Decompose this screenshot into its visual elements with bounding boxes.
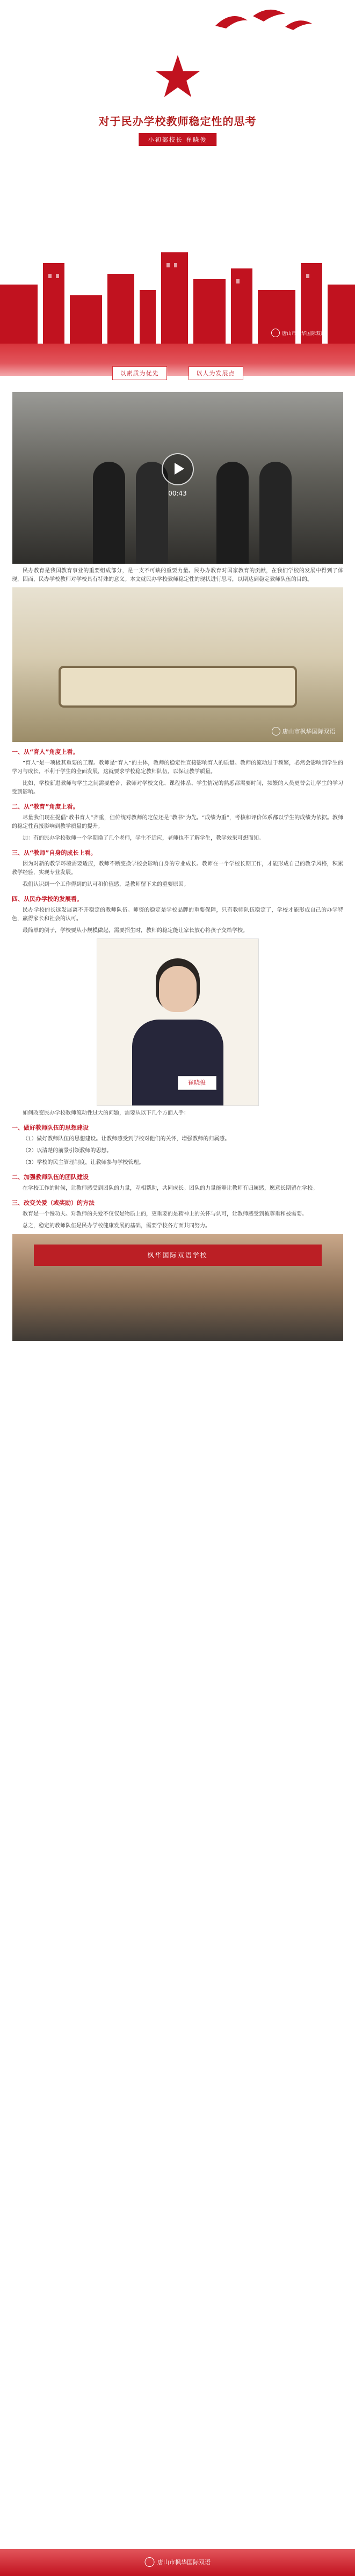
paragraph: （2）以清楚的前景引领教师的思想。 <box>23 1148 112 1154</box>
section-title: 二、从“教育”角度上看。 <box>12 803 79 810</box>
speaker-portrait <box>97 938 259 1106</box>
section-title: 四、从民办学校的发展看。 <box>12 896 83 903</box>
paragraph: 加：有的民办学校教师一个学期换了几个老师，学生不适应，老师也不了解学生，教学效果可想而知。 <box>23 835 264 841</box>
section-title: 二、加强教师队伍的团队建设 <box>12 1174 89 1181</box>
footer <box>0 2549 355 2576</box>
section-title: 三、改变关爱（或奖励）的方法 <box>12 1199 95 1206</box>
paragraph: 民办教育是我国教育事业的重要组成部分，是一支不可缺的重要力量。民办办教育对国家教育的贡献，在我们学校的发展中得到了体现，因而，民办学校教师对学校具有特殊的意义。本文就民办学校教师稳定性的现状进行思考，以期达到稳定教师队伍的目的。 <box>12 568 343 583</box>
article-body <box>0 747 355 935</box>
video-player[interactable] <box>12 392 343 564</box>
person-figure <box>216 462 249 564</box>
article-body <box>0 567 355 584</box>
article-body <box>0 1109 355 1231</box>
paragraph: 民办学校的长远发展离不开稳定的教师队伍。师资的稳定是学校品牌的重要保障，只有教师队伍稳定了，学校才能形成自己的办学特色，赢得家长和社会的认可。 <box>12 907 343 922</box>
person-figure <box>259 462 292 564</box>
page-title: 对于民办学校教师稳定性的思考 <box>98 115 257 128</box>
paragraph: 尽量我们现在提倡“教书育人”齐重，但传统对教师的定位还是“教书”为先。“成绩为重”，考核和评价体系都以学生的成绩为依据。教师的稳定性直接影响到教学质量的提升。 <box>12 815 343 829</box>
paragraph: 总之，稳定的教师队伍是民办学校健康发展的基础，需要学校各方面共同努力。 <box>23 1223 211 1229</box>
paragraph: 如何改变民办学校教师流动性过大的问题，需要从以下几个方面入手： <box>23 1110 189 1116</box>
school-seal-icon <box>272 727 280 736</box>
section-title: 一、做好教师队伍的思想建设 <box>12 1124 89 1131</box>
school-seal-icon <box>271 329 280 337</box>
paragraph: 最简单的例子，学校要从小规模做起，需要招生时，教师的稳定能让家长放心将孩子交给学校。 <box>23 928 248 934</box>
photo-watermark: 唐山市枫华国际双语 <box>272 727 336 736</box>
nameplate: 崔晓俊 <box>178 1076 216 1090</box>
slogan-2: 以人为发展点 <box>189 366 243 380</box>
skyline-illustration <box>0 231 355 344</box>
school-signage: 枫华国际双语学校 <box>34 1245 322 1266</box>
paragraph: （3）学校的民主管理制度，让教师参与学校管理。 <box>23 1160 144 1166</box>
paragraph: “育人”是一项极其重要的工程。教师是“育人”的主体，教师的稳定性直接影响育人的质量。教师的流动过于频繁，必然会影响到学生的学习与成长，不利于学生的全面发展，这就要求学校稳定教师队伍，以保证教学质量。 <box>12 760 343 775</box>
paragraph: 比如，学校新进教师与学生之间需要磨合，教师对学校文化、课程体系、学生情况的熟悉都需要时间，频繁的人员更替会让学生的学习受到影响。 <box>12 781 343 795</box>
red-star-icon <box>154 53 202 101</box>
header <box>0 0 355 376</box>
speaker-body <box>132 1020 223 1106</box>
school-seal-icon <box>144 2557 154 2567</box>
paragraph: （1）做好教师队伍的思想建设。让教师感受到学校对他们的关怀，增强教师的归属感。 <box>23 1136 230 1142</box>
paragraph: 我们认识到一个工作得到的认可和价值感，是教师留下来的重要原因。 <box>23 882 189 887</box>
section-title: 三、从“教师”自身的成长上看。 <box>12 849 97 856</box>
slogan-1: 以素质为优先 <box>112 366 167 380</box>
paragraph: 因为对新的教学环境需要适应，教师不断变换学校会影响自身的专业成长。教师在一个学校长期工作，才能形成自己的教学风格，积累教学经验，实现专业发展。 <box>12 861 343 876</box>
person-figure <box>93 462 125 564</box>
doves-icon <box>210 4 317 37</box>
meeting-photo <box>12 587 343 742</box>
paragraph: 教育是一个慢功夫。对教师的关爱不仅仅是物质上的，更重要的是精神上的关怀与认可，让教师感受到被尊重和被需要。 <box>23 1211 307 1217</box>
author-label: 小初部校长 崔晓俊 <box>139 133 217 146</box>
school-logo: 唐山市枫华国际双语 <box>271 329 325 337</box>
paragraph: 在学校工作的时候，让教师感受到团队的力量，互相帮助，共同成长。团队的力量能够让教师有归属感，愿意长期留在学校。 <box>23 1185 318 1191</box>
video-duration: 00:43 <box>168 490 187 498</box>
section-title: 一、从“育人”角度上看。 <box>12 748 79 755</box>
speaker-head <box>159 966 197 1012</box>
play-icon[interactable] <box>162 453 194 485</box>
slogan-banner <box>0 366 355 380</box>
footer-logo: 唐山市枫华国际双语 <box>144 2557 211 2567</box>
group-photo <box>12 1234 343 1341</box>
conference-table <box>61 668 295 705</box>
